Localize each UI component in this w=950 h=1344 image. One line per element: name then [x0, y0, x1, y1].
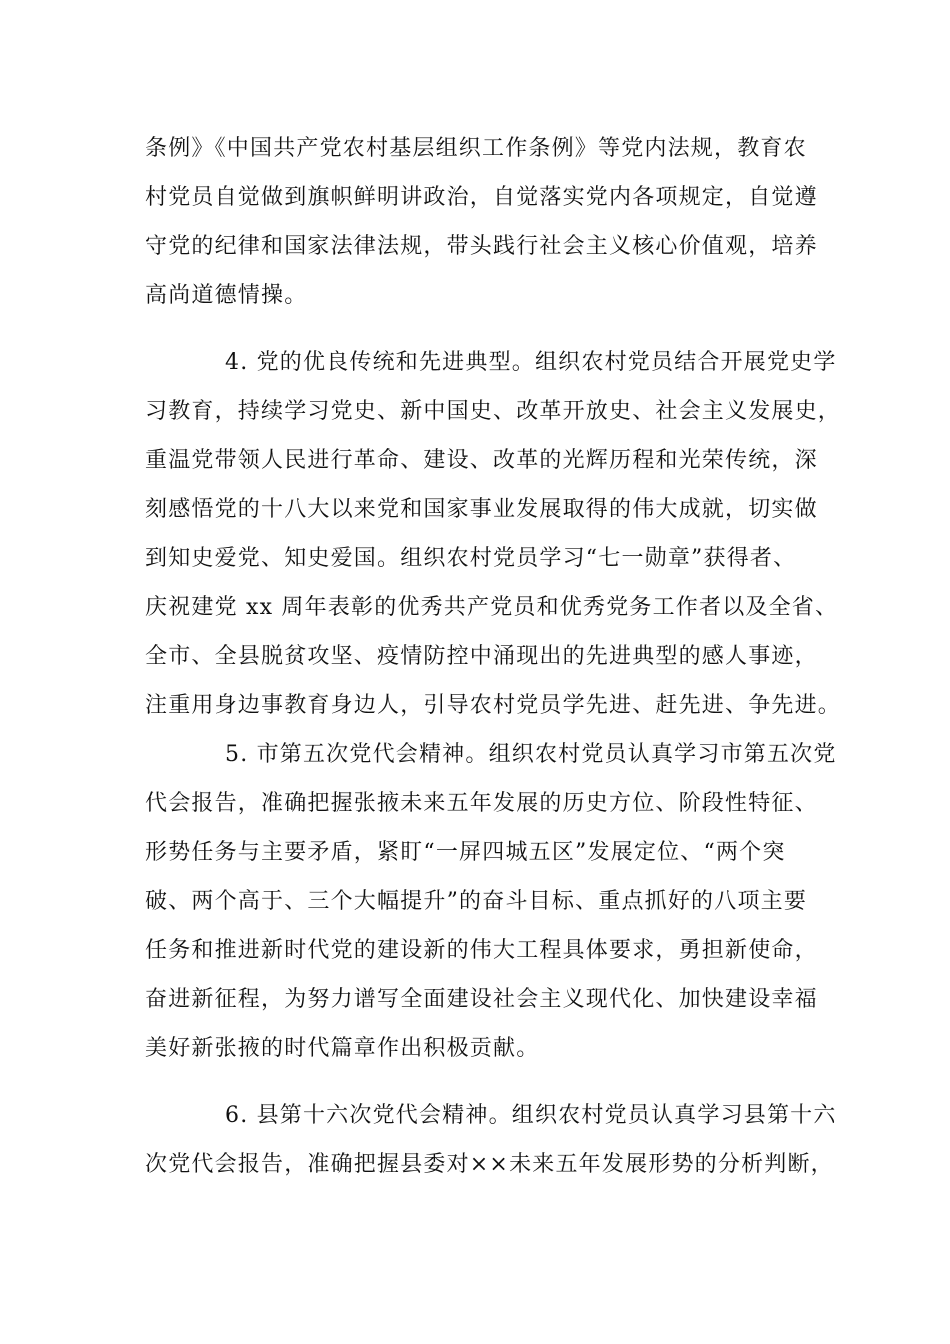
- text-line: 6. 县第十六次党代会精神。组织农村党员认真学习县第十六: [225, 1103, 837, 1128]
- text-line: 村党员自觉做到旗帜鲜明讲政治，自觉落实党内各项规定，自觉遵: [145, 185, 818, 210]
- document-body: [145, 124, 842, 1189]
- text-line: 美好新张掖的时代篇章作出积极贡献。: [145, 1036, 540, 1061]
- text-line: 5. 市第五次党代会精神。组织农村党员认真学习市第五次党: [225, 742, 837, 767]
- text-line: 刻感悟党的十八大以来党和国家事业发展取得的伟大成就，切实做: [145, 497, 818, 522]
- text-line: 注重用身边事教育身边人，引导农村党员学先进、赶先进、争先进。: [145, 693, 842, 718]
- text-line: 奋进新征程，为努力谱写全面建设社会主义现代化、加快建设幸福: [145, 987, 818, 1012]
- text-line: 次党代会报告，准确把握县委对××未来五年发展形势的分析判断，: [145, 1152, 834, 1177]
- text-line: 守党的纪律和国家法律法规，带头践行社会主义核心价值观，培养: [145, 234, 818, 259]
- text-line: 习教育，持续学习党史、新中国史、改革开放史、社会主义发展史，: [145, 399, 842, 424]
- paragraph-continuation: [145, 124, 818, 320]
- text-line: 到知史爱党、知史爱国。组织农村党员学习“七一勋章”获得者、: [145, 546, 797, 571]
- text-line: 代会报告，准确把握张掖未来五年发展的历史方位、阶段性特征、: [145, 791, 818, 816]
- paragraph-item-6: [145, 1091, 837, 1189]
- text-line: 任务和推进新时代党的建设新的伟大工程具体要求，勇担新使命，: [145, 938, 818, 963]
- text-line: 形势任务与主要矛盾，紧盯“一屏四城五区”发展定位、“两个突: [145, 840, 786, 865]
- text-line: 全市、全县脱贫攻坚、疫情防控中涌现出的先进典型的感人事迹，: [145, 644, 818, 669]
- text-line: 高尚道德情操。: [145, 283, 308, 308]
- text-line: 条例》《中国共产党农村基层组织工作条例》等党内法规，教育农: [145, 136, 807, 161]
- paragraph-item-5: [145, 730, 837, 1073]
- text-line: 庆祝建党 xx 周年表彰的优秀共产党员和优秀党务工作者以及全省、: [145, 595, 839, 620]
- text-line: 重温党带领人民进行革命、建设、改革的光辉历程和光荣传统，深: [145, 448, 818, 473]
- text-line: 4. 党的优良传统和先进典型。组织农村党员结合开展党史学: [225, 350, 837, 375]
- paragraph-item-4: [145, 338, 842, 730]
- text-line: 破、两个高于、三个大幅提升”的奋斗目标、重点抓好的八项主要: [145, 889, 808, 914]
